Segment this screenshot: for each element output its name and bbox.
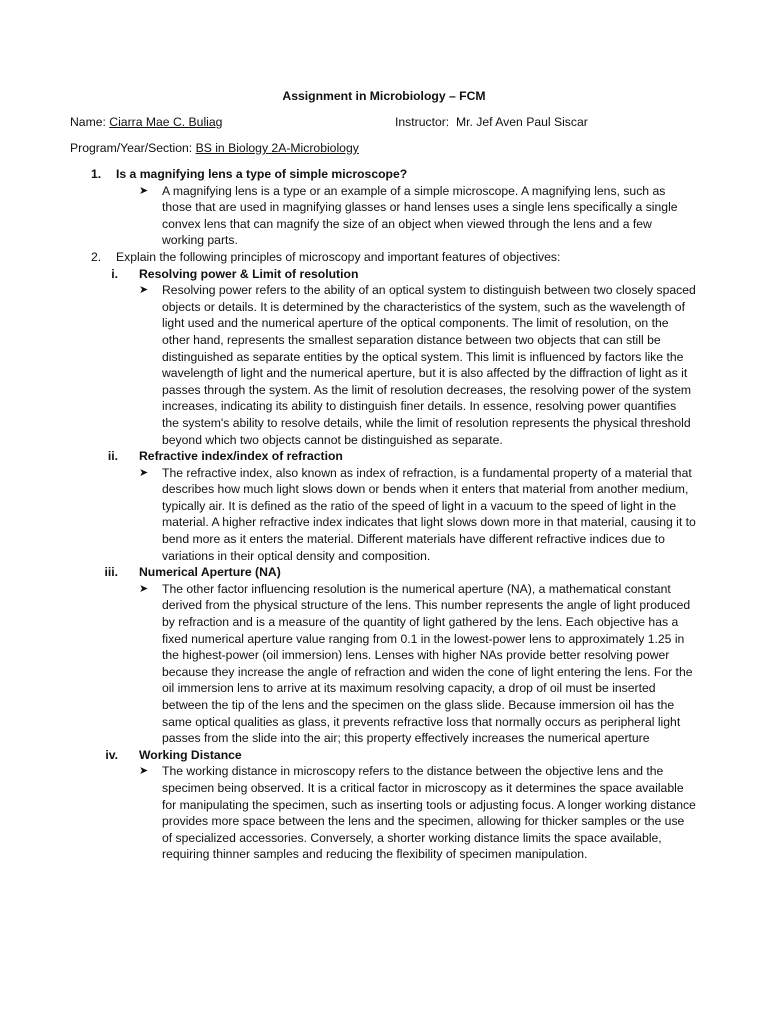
- program-value: BS in Biology 2A-Microbiology: [195, 141, 359, 155]
- paragraph-text: The working distance in microscopy refers to the distance between the objective lens and the specimen being observed. It is a critical factor in microscopy as it determines the space available for manipulating the specimen, such as inserting tools or adjusting focus. A longer working distance provides more space between the lens and the specimen, allowing for thicker samples or the use of specialized accessories. Conversely, a shorter working distance limits the space available, requiring thinner samples and reducing the flexibility of specimen manipulation.: [162, 764, 696, 862]
- answer-1: [0, 183, 696, 249]
- subsection-text: [0, 282, 696, 448]
- name-value: Ciarra Mae C. Buliag: [109, 115, 223, 129]
- roman-numeral: ii.: [107, 449, 118, 464]
- roman-numeral: iv.: [105, 747, 118, 762]
- subsection-heading: [0, 564, 768, 581]
- question-text: Is a magnifying lens a type of simple microscope?: [116, 167, 408, 181]
- paragraph-text: Resolving power refers to the ability of an optical system to distinguish between two closely spaced objects or details. It is determined by the characteristics of the system, such as the wavelength of light used and the numerical aperture of the optical components. The limit of resolution, on the other hand, represents the smallest separation distance between two objects that can still be distinguished as separate entities by the optical system. This limit is influenced by factors like the wavelength of light and the numerical aperture, but it is also affected by the diffraction of light as it passes through the system. As the limit of resolution decreases, the resolving power of the system increases, indicating its ability to distinguish finer details. In essence, resolving power quantifies the system's ability to resolve details, while the limit of resolution represents the physical threshold beyond which two objects cannot be distinguished as separate.: [162, 283, 696, 447]
- instructor-line: [395, 114, 588, 131]
- question-2: [0, 249, 716, 266]
- arrowhead-bullet-icon: ➤: [139, 184, 149, 197]
- subsection-heading: [0, 266, 768, 283]
- document-content: [0, 166, 768, 863]
- subsection-title: Working Distance: [139, 747, 242, 762]
- instructor-value: Mr. Jef Aven Paul Siscar: [455, 115, 588, 129]
- subsection-text: [0, 465, 696, 565]
- program-label: Program/Year/Section:: [70, 141, 193, 155]
- name-line: [70, 114, 222, 131]
- paragraph-text: The other factor influencing resolution is the numerical aperture (NA), a mathematical constant derived from the physical structure of the lens. This number represents the angle of light produced by refraction and is a measure of the quantity of light gathered by the lens. Each objective has a fixed numerical aperture value ranging from 0.1 in the lowest-power lens to approximately 1.25 in the highest-power (oil immersion) lens. Lenses with higher NAs provide better resolving power because they increase the angle of refraction and widen the cone of light entering the lens. For the oil immersion lens to arrive at its maximum resolving capacity, a drop of oil must be inserted between the tip of the lens and the specimen on the glass slide. Because immersion oil has the same optical qualities as glass, it prevents refractive loss that normally occurs as peripheral light passes from the slide into the air; this property effectively increases the numerical aperture: [162, 581, 693, 746]
- arrowhead-bullet-icon: ➤: [139, 765, 149, 778]
- program-line: [70, 140, 359, 157]
- instructor-label: Instructor:: [395, 115, 450, 129]
- name-label: Name:: [70, 115, 106, 129]
- question-number: 2.: [91, 249, 102, 264]
- arrowhead-bullet-icon: ➤: [139, 284, 149, 297]
- arrowhead-bullet-icon: ➤: [139, 466, 149, 479]
- subsection-title: Resolving power & Limit of resolution: [139, 266, 359, 281]
- subsection-title: Refractive index/index of refraction: [139, 449, 343, 464]
- subsection-text: [0, 763, 696, 863]
- subsection-text: [0, 581, 696, 747]
- question-number: 1.: [91, 167, 102, 181]
- roman-numeral: i.: [111, 266, 118, 281]
- arrowhead-bullet-icon: ➤: [139, 582, 149, 595]
- subsection-title: Numerical Aperture (NA): [139, 565, 281, 580]
- subsection-heading: [0, 448, 768, 465]
- answer-text: A magnifying lens is a type or an example of a simple microscope. A magnifying lens, such as those that are used in magnifying glasses or hand lenses uses a single lens specifically a single convex lens that can magnify the size of an object when viewed through the lens and a few working parts.: [162, 183, 678, 248]
- subsection-heading: [0, 747, 768, 764]
- roman-numeral: iii.: [104, 565, 118, 580]
- paragraph-text: The refractive index, also known as index of refraction, is a fundamental property of a material that describes how much light slows down or bends when it enters that material from another medium, typically air. It is defined as the ratio of the speed of light in a vacuum to the speed of light in the material. A higher refractive index indicates that light slows down more in that material, causing it to bend more as it enters the material. Different materials have different refractive indices due to variations in their optical density and composition.: [162, 465, 696, 563]
- question-text: Explain the following principles of microscopy and important features of objectives:: [116, 249, 561, 264]
- document-title: Assignment in Microbiology – FCM: [282, 89, 486, 103]
- question-1: [0, 166, 716, 183]
